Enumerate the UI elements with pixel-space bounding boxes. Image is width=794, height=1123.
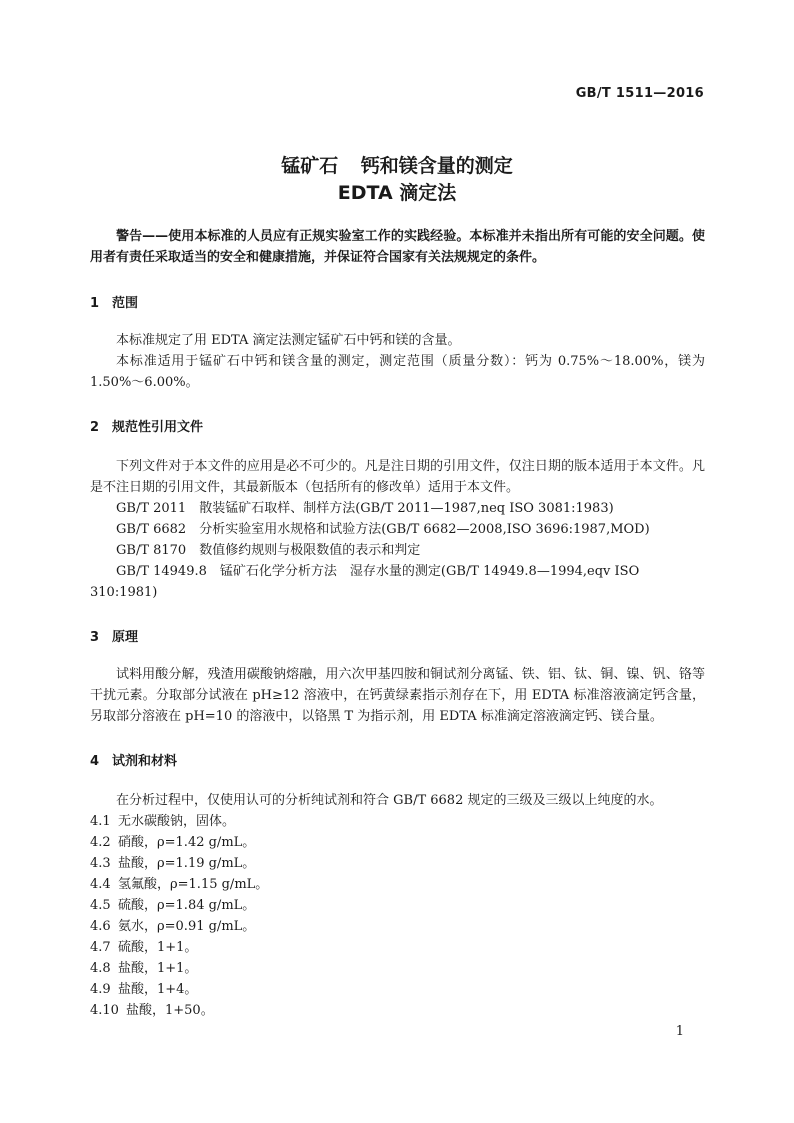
standard-code: GB/T 1511—2016: [575, 86, 704, 101]
item-number: 4.2: [90, 835, 111, 850]
item-text: 无水碳酸钠，固体。: [118, 814, 236, 829]
section-4-body: [90, 790, 705, 1021]
item-number: 4.9: [90, 982, 111, 997]
reagent-item: [90, 811, 705, 832]
reagent-item: [90, 916, 705, 937]
section-number: 3: [90, 630, 100, 645]
reagent-item: [90, 937, 705, 958]
paragraph: 下列文件对于本文件的应用是必不可少的。凡是注日期的引用文件，仅注日期的版本适用于本文件。凡是不注日期的引用文件，其最新版本（包括所有的修改单）适用于本文件。: [90, 459, 705, 495]
item-number: 4.8: [90, 961, 111, 976]
section-title: 原理: [112, 630, 139, 645]
item-text: 氨水，ρ=0.91 g/mL。: [118, 919, 256, 934]
item-text: 氢氟酸，ρ=1.15 g/mL。: [118, 877, 269, 892]
document-title: 锰矿石 钙和镁含量的测定: [281, 155, 513, 177]
reagent-item: [90, 1000, 705, 1021]
paragraph: 试料用酸分解，残渣用碳酸钠熔融，用六次甲基四胺和铜试剂分离锰、铁、铝、钛、铜、镍、钒、铬等干扰元素。分取部分试液在 pH≥12 溶液中，在钙黄绿素指示剂存在下，用 EDTA 标准溶液滴定钙含量，另取部分溶液在 pH=10 的溶液中，以铬黑 T 为指示剂，用 EDTA 标准滴定溶液滴定钙、镁合量。: [90, 667, 705, 724]
reagent-item: [90, 979, 705, 1000]
reference-item: GB/T 2011 散装锰矿石取样、制样方法(GB/T 2011—1987,neq ISO 3081:1983): [116, 501, 614, 516]
item-number: 4.6: [90, 919, 111, 934]
section-4-heading: [90, 750, 177, 769]
item-number: 4.3: [90, 856, 111, 871]
item-number: 4.7: [90, 940, 111, 955]
section-number: 4: [90, 754, 100, 769]
section-title: 范围: [112, 296, 139, 311]
reagent-item: [90, 832, 705, 853]
section-2-body: [90, 456, 705, 603]
page-number: 1: [675, 1024, 684, 1039]
reagent-item: [90, 874, 705, 895]
item-number: 4.10: [90, 1003, 119, 1018]
paragraph: 本标准规定了用 EDTA 滴定法测定锰矿石中钙和镁的含量。: [116, 333, 461, 348]
item-text: 硫酸，1+1。: [118, 940, 198, 955]
paragraph: 本标准适用于锰矿石中钙和镁含量的测定，测定范围（质量分数）：钙为 0.75%～18.00%，镁为 1.50%～6.00%。: [90, 354, 705, 390]
reagent-item: [90, 895, 705, 916]
item-number: 4.4: [90, 877, 111, 892]
reagent-item: [90, 853, 705, 874]
reference-item: GB/T 8170 数值修约规则与极限数值的表示和判定: [116, 543, 421, 558]
section-title: 试剂和材料: [112, 754, 178, 769]
section-2-heading: [90, 416, 203, 435]
section-title: 规范性引用文件: [112, 420, 204, 435]
section-1-body: [90, 330, 705, 393]
reagent-item: [90, 958, 705, 979]
section-number: 1: [90, 296, 100, 311]
item-text: 盐酸，1+1。: [118, 961, 198, 976]
reference-item: GB/T 6682 分析实验室用水规格和试验方法(GB/T 6682—2008,ISO 3696:1987,MOD): [116, 522, 650, 537]
section-1-heading: [90, 292, 138, 311]
item-text: 硫酸，ρ=1.84 g/mL。: [118, 898, 256, 913]
section-number: 2: [90, 420, 100, 435]
item-number: 4.5: [90, 898, 111, 913]
item-text: 盐酸，1+4。: [118, 982, 198, 997]
item-text: 盐酸，ρ=1.19 g/mL。: [118, 856, 256, 871]
item-text: 硝酸，ρ=1.42 g/mL。: [118, 835, 256, 850]
paragraph: 在分析过程中，仅使用认可的分析纯试剂和符合 GB/T 6682 规定的三级及三级以上纯度的水。: [116, 793, 663, 808]
reference-item: GB/T 14949.8 锰矿石化学分析方法 湿存水量的测定(GB/T 14949.8—1994,eqv ISO 310:1981): [90, 564, 640, 600]
section-3-body: [90, 664, 705, 727]
document-subtitle: EDTA 滴定法: [337, 182, 457, 204]
item-number: 4.1: [90, 814, 111, 829]
warning-paragraph: 警告——使用本标准的人员应有正规实验室工作的实践经验。本标准并未指出所有可能的安全问题。使用者有责任采取适当的安全和健康措施，并保证符合国家有关法规规定的条件。: [90, 229, 705, 265]
item-text: 盐酸，1+50。: [126, 1003, 214, 1018]
section-3-heading: [90, 626, 138, 645]
